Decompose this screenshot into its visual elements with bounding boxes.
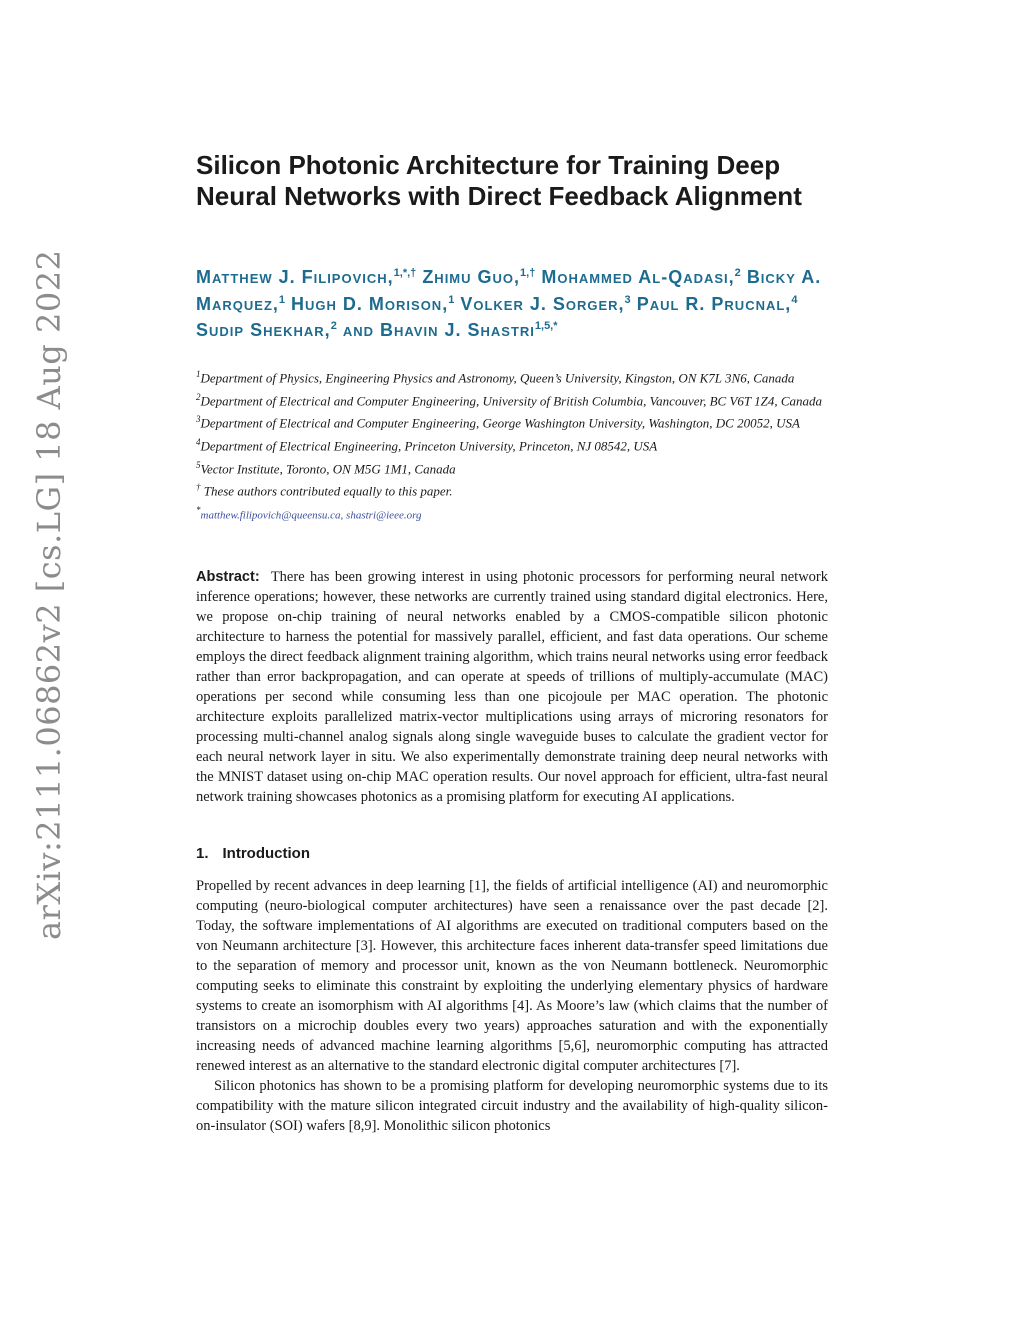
arxiv-identifier[interactable]: arXiv:2111.06862v2 [cs.LG] 18 Aug 2022 — [30, 249, 68, 940]
contact-emails: *matthew.filipovich@queensu.ca, shastri@ieee.org — [196, 504, 422, 522]
author[interactable]: and Bhavin J. Shastri$^{1,5,*}$ — [342, 320, 558, 340]
section-title: Introduction — [222, 845, 310, 862]
email-link[interactable]: matthew.filipovich@queensu.ca, shastri@ieee.org — [200, 509, 422, 522]
affiliation-list — [196, 365, 836, 524]
author[interactable]: Hugh D. Morison,$^1$ — [291, 293, 455, 314]
affiliation: $^2$Department of Electrical and Computer Engineering, University of British Columbia, Vancouver, BC V6T 1Z4, Canada — [196, 391, 823, 408]
author[interactable]: Matthew J. Filipovich,$^{1,*,\dagger}$ — [196, 267, 417, 287]
equal-contribution-note: † These authors contributed equally to this paper. — [196, 482, 453, 499]
author[interactable]: Paul R. Prucnal,$^4$ — [636, 293, 798, 314]
abstract-text: There has been growing interest in using photonic processors for performing neural network inference operations; however, these networks are currently trained using standard digital electronics. Here, we propose on-chip training of neural networks enabled by a CMOS-compatible silicon photonic architecture to harness the potential for massively parallel, efficient, and fast data operations. Our scheme employs the direct feedback alignment training algorithm, which trains neural networks using error feedback rather than error backpropagation, and can operate at speeds of trillions of multiply-accumulate (MAC) operations per second while consuming less than one picojoule per MAC operation. The photonic architecture exploits parallelized matrix-vector multiplications using arrays of microring resonators for processing multi-channel analog signals along single waveguide buses to calculate the gradient vector for each neural network layer in situ. We also experimentally demonstrate training deep neural networks with the MNIST dataset using on-chip MAC operation results. Our novel approach for efficient, ultra-fast neural network training showcases photonics as a promising platform for executing AI applications. — [196, 569, 828, 805]
abstract — [196, 567, 828, 807]
affiliation: $^5$Vector Institute, Toronto, ON M5G 1M1, Canada — [196, 459, 456, 476]
affiliation: $^4$Department of Electrical Engineering, Princeton University, Princeton, NJ 08542, USA — [196, 436, 658, 454]
author[interactable]: Volker J. Sorger,$^3$ — [460, 293, 631, 314]
author[interactable]: Sudip Shekhar,$^2$ — [196, 320, 337, 340]
paper-title: Silicon Photonic Architecture for Training Deep Neural Networks with Direct Feedback Alignment — [196, 150, 802, 211]
author-list — [196, 262, 844, 342]
abstract-label: Abstract: — [196, 569, 260, 585]
section-number: 1. — [196, 845, 209, 862]
section-heading-introduction — [196, 845, 310, 862]
introduction-body — [196, 876, 828, 1136]
author[interactable]: Zhimu Guo,$^{1,\dagger}$ — [422, 267, 536, 287]
affiliation: $^3$Department of Electrical and Computer Engineering, George Washington University, Washington, DC 20052, USA — [196, 414, 800, 431]
paragraph: Silicon photonics has shown to be a promising platform for developing neuromorphic systems due to its compatibility with the mature silicon integrated circuit industry and the availability of high-quality silicon-on-insulator (SOI) wafers [8,9]. Monolithic silicon photonics — [196, 1078, 828, 1134]
affiliation: $^1$Department of Physics, Engineering Physics and Astronomy, Queen’s University, Kingston, ON K7L 3N6, Canada — [196, 369, 795, 386]
author[interactable]: Mohammed Al-Qadasi,$^2$ — [541, 267, 741, 287]
paragraph: Propelled by recent advances in deep learning [1], the fields of artificial intelligence (AI) and neuromorphic computing (neuro-biological computer architectures) have seen a renaissance over the past decade [2]. Today, the software implementations of AI algorithms are executed on traditional computers based on the von Neumann architecture [3]. However, this architecture faces inherent data-transfer speed limitations due to the separation of memory and processor unit, known as the von Neumann bottleneck. Neuromorphic computing seeks to eliminate this constraint by exploiting the underlying elementary physics of hardware systems to create an isomorphism with AI algorithms [4]. As Moore’s law (which claims that the number of transistors on a microchip doubles every two years) approaches saturation and with the exponentially increasing needs of advanced machine learning algorithms [5,6], neuromorphic computing has attracted renewed interest as an alternative to the standard electronic digital computer architectures [7]. — [196, 878, 828, 1074]
author[interactable]: Bicky A. Marquez,$^1$ — [196, 267, 822, 314]
